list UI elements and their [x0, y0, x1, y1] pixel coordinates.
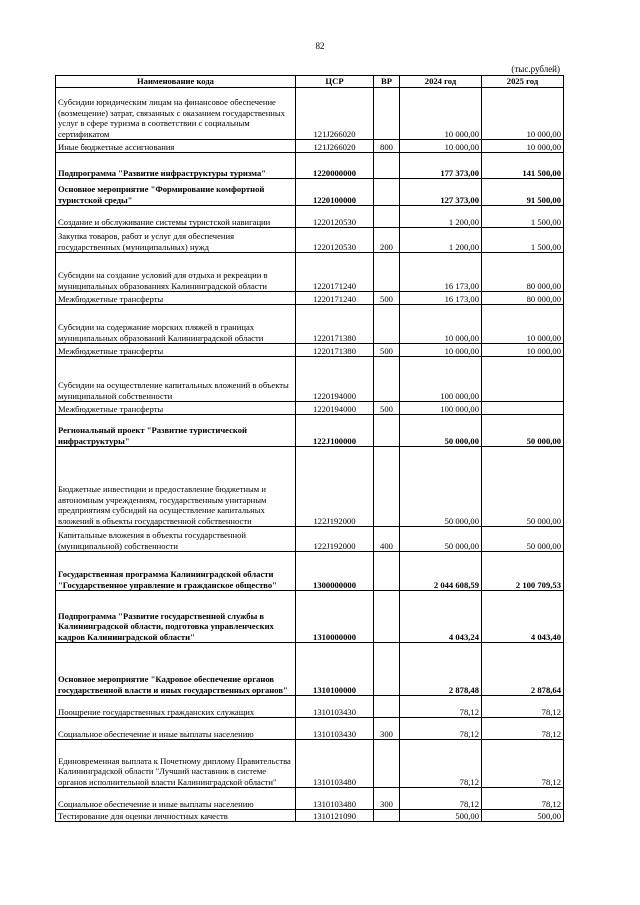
row-vr: 500 [374, 344, 400, 357]
row-csr: 1220000000 [296, 153, 374, 179]
row-2024: 78,12 [400, 696, 482, 718]
row-vr [374, 253, 400, 292]
row-2024: 177 373,00 [400, 153, 482, 179]
header-csr: ЦСР [296, 76, 374, 88]
row-vr: 400 [374, 527, 400, 552]
row-2025: 10 000,00 [482, 305, 564, 344]
row-name: Межбюджетные трансферты [56, 344, 296, 357]
row-2024: 10 000,00 [400, 305, 482, 344]
table-row [56, 206, 564, 228]
row-vr [374, 88, 400, 140]
row-csr: 1220171380 [296, 344, 374, 357]
row-name: Субсидии на осуществление капитальных вложений в объекты муниципальной собственности [56, 357, 296, 402]
row-2025: 500,00 [482, 810, 564, 822]
row-2024: 78,12 [400, 740, 482, 788]
row-2024: 10 000,00 [400, 140, 482, 153]
row-2025: 78,12 [482, 696, 564, 718]
row-csr: 1310103480 [296, 740, 374, 788]
row-csr: 1310103430 [296, 696, 374, 718]
row-vr [374, 357, 400, 402]
row-vr [374, 552, 400, 591]
row-2025: 1 500,00 [482, 228, 564, 253]
row-vr [374, 447, 400, 527]
budget-table [55, 75, 564, 822]
row-name: Региональный проект "Развитие туристической инфраструктуры" [56, 415, 296, 447]
row-vr [374, 591, 400, 643]
table-row [56, 153, 564, 179]
table-row [56, 140, 564, 153]
row-2024: 1 200,00 [400, 206, 482, 228]
table-row [56, 228, 564, 253]
row-2025 [482, 357, 564, 402]
row-name: Основное мероприятие "Формирование комфортной туристской среды" [56, 179, 296, 206]
row-csr: 1310103430 [296, 718, 374, 740]
row-2025: 50 000,00 [482, 415, 564, 447]
table-row [56, 344, 564, 357]
row-vr: 800 [374, 140, 400, 153]
row-csr: 121J266020 [296, 88, 374, 140]
header-name: Наименование кода [56, 76, 296, 88]
row-2024: 78,12 [400, 718, 482, 740]
row-csr: 1220120530 [296, 228, 374, 253]
row-vr [374, 740, 400, 788]
row-2024: 100 000,00 [400, 357, 482, 402]
row-2024: 2 878,48 [400, 643, 482, 696]
row-vr [374, 415, 400, 447]
table-row [56, 415, 564, 447]
row-2024: 16 173,00 [400, 292, 482, 305]
row-2025: 78,12 [482, 740, 564, 788]
row-vr [374, 153, 400, 179]
row-csr: 1220194000 [296, 402, 374, 415]
row-2025: 2 878,64 [482, 643, 564, 696]
row-name: Тестирование для оценки личностных качеств [56, 810, 296, 822]
table-row [56, 88, 564, 140]
row-2024: 127 373,00 [400, 179, 482, 206]
row-2025: 2 100 709,53 [482, 552, 564, 591]
table-row [56, 179, 564, 206]
table-header-row [56, 76, 564, 88]
row-name: Поощрение государственных гражданских служащих [56, 696, 296, 718]
table-row [56, 740, 564, 788]
row-2025: 10 000,00 [482, 140, 564, 153]
table-row [56, 357, 564, 402]
row-2025: 1 500,00 [482, 206, 564, 228]
row-2025: 50 000,00 [482, 527, 564, 552]
table-row [56, 552, 564, 591]
row-2025: 80 000,00 [482, 292, 564, 305]
row-2025: 10 000,00 [482, 88, 564, 140]
row-csr: 122J192000 [296, 527, 374, 552]
row-2024: 16 173,00 [400, 253, 482, 292]
header-2025: 2025 год [482, 76, 564, 88]
row-2025: 50 000,00 [482, 447, 564, 527]
row-csr: 1220171240 [296, 253, 374, 292]
row-csr: 1220100000 [296, 179, 374, 206]
row-name: Социальное обеспечение и иные выплаты населению [56, 718, 296, 740]
row-vr: 500 [374, 292, 400, 305]
table-row [56, 788, 564, 810]
header-2024: 2024 год [400, 76, 482, 88]
row-vr [374, 179, 400, 206]
row-name: Субсидии на создание условий для отдыха и рекреации в муниципальных образованиях Калининградской области [56, 253, 296, 292]
row-name: Субсидии на содержание морских пляжей в границах муниципальных образований Калининградской области [56, 305, 296, 344]
table-row [56, 643, 564, 696]
row-2024: 100 000,00 [400, 402, 482, 415]
row-2025: 10 000,00 [482, 344, 564, 357]
row-2024: 50 000,00 [400, 447, 482, 527]
row-csr: 122J192000 [296, 447, 374, 527]
row-2024: 500,00 [400, 810, 482, 822]
row-vr [374, 696, 400, 718]
row-name: Закупка товаров, работ и услуг для обеспечения государственных (муниципальных) нужд [56, 228, 296, 253]
row-2025: 4 043,40 [482, 591, 564, 643]
table-row [56, 718, 564, 740]
row-name: Государственная программа Калининградской области "Государственное управление и гражданское общество" [56, 552, 296, 591]
units-label: (тыс.рублей) [511, 64, 560, 74]
row-name: Капитальные вложения в объекты государственной (муниципальной) собственности [56, 527, 296, 552]
row-csr: 1220171240 [296, 292, 374, 305]
row-2024: 2 044 608,59 [400, 552, 482, 591]
row-vr [374, 810, 400, 822]
row-name: Межбюджетные трансферты [56, 292, 296, 305]
row-vr: 300 [374, 718, 400, 740]
row-name: Субсидии юридическим лицам на финансовое обеспечение (возмещение) затрат, связанных с оказанием государственных услуг в сфере туризма в соответствии с социальным сертификатом [56, 88, 296, 140]
row-name: Единовременная выплата к Почетному диплому Правительства Калининградской области "Лучший наставник в системе органов исполнительной власти Калининградской области" [56, 740, 296, 788]
row-2024: 4 043,24 [400, 591, 482, 643]
row-vr [374, 643, 400, 696]
page-number: 82 [315, 41, 325, 51]
row-vr: 500 [374, 402, 400, 415]
table-row [56, 591, 564, 643]
table-body [56, 88, 564, 822]
row-2025: 78,12 [482, 718, 564, 740]
row-csr: 1310000000 [296, 591, 374, 643]
table-row [56, 696, 564, 718]
table-row [56, 305, 564, 344]
row-2024: 50 000,00 [400, 415, 482, 447]
row-vr [374, 206, 400, 228]
table-row [56, 402, 564, 415]
row-vr: 200 [374, 228, 400, 253]
row-name: Межбюджетные трансферты [56, 402, 296, 415]
row-2025: 141 500,00 [482, 153, 564, 179]
row-2025 [482, 402, 564, 415]
header-vr: ВР [374, 76, 400, 88]
row-2024: 10 000,00 [400, 88, 482, 140]
table-row [56, 810, 564, 822]
table-row [56, 292, 564, 305]
row-vr: 300 [374, 788, 400, 810]
row-csr: 1310121090 [296, 810, 374, 822]
row-2024: 50 000,00 [400, 527, 482, 552]
table-row [56, 447, 564, 527]
row-name: Создание и обслуживание системы туристской навигации [56, 206, 296, 228]
row-2024: 78,12 [400, 788, 482, 810]
row-2025: 80 000,00 [482, 253, 564, 292]
row-name: Социальное обеспечение и иные выплаты населению [56, 788, 296, 810]
row-csr: 121J266020 [296, 140, 374, 153]
row-2025: 91 500,00 [482, 179, 564, 206]
row-csr: 122J100000 [296, 415, 374, 447]
row-2025: 78,12 [482, 788, 564, 810]
row-name: Подпрограмма "Развитие инфраструктуры туризма" [56, 153, 296, 179]
row-2024: 10 000,00 [400, 344, 482, 357]
row-name: Иные бюджетные ассигнования [56, 140, 296, 153]
row-csr: 1310100000 [296, 643, 374, 696]
row-csr: 1220120530 [296, 206, 374, 228]
row-csr: 1300000000 [296, 552, 374, 591]
row-name: Подпрограмма "Развитие государственной службы в Калининградской области, подготовка управленческих кадров Калининградской области" [56, 591, 296, 643]
table-row [56, 253, 564, 292]
row-csr: 1220171380 [296, 305, 374, 344]
table-row [56, 527, 564, 552]
row-name: Бюджетные инвестиции и предоставление бюджетным и автономным учреждениям, государственным унитарным предприятиям субсидий на осуществление капитальных вложений в объекты государственной собственности [56, 447, 296, 527]
row-csr: 1310103480 [296, 788, 374, 810]
row-name: Основное мероприятие "Кадровое обеспечение органов государственной власти и иных государственных органов" [56, 643, 296, 696]
row-2024: 1 200,00 [400, 228, 482, 253]
row-csr: 1220194000 [296, 357, 374, 402]
row-vr [374, 305, 400, 344]
